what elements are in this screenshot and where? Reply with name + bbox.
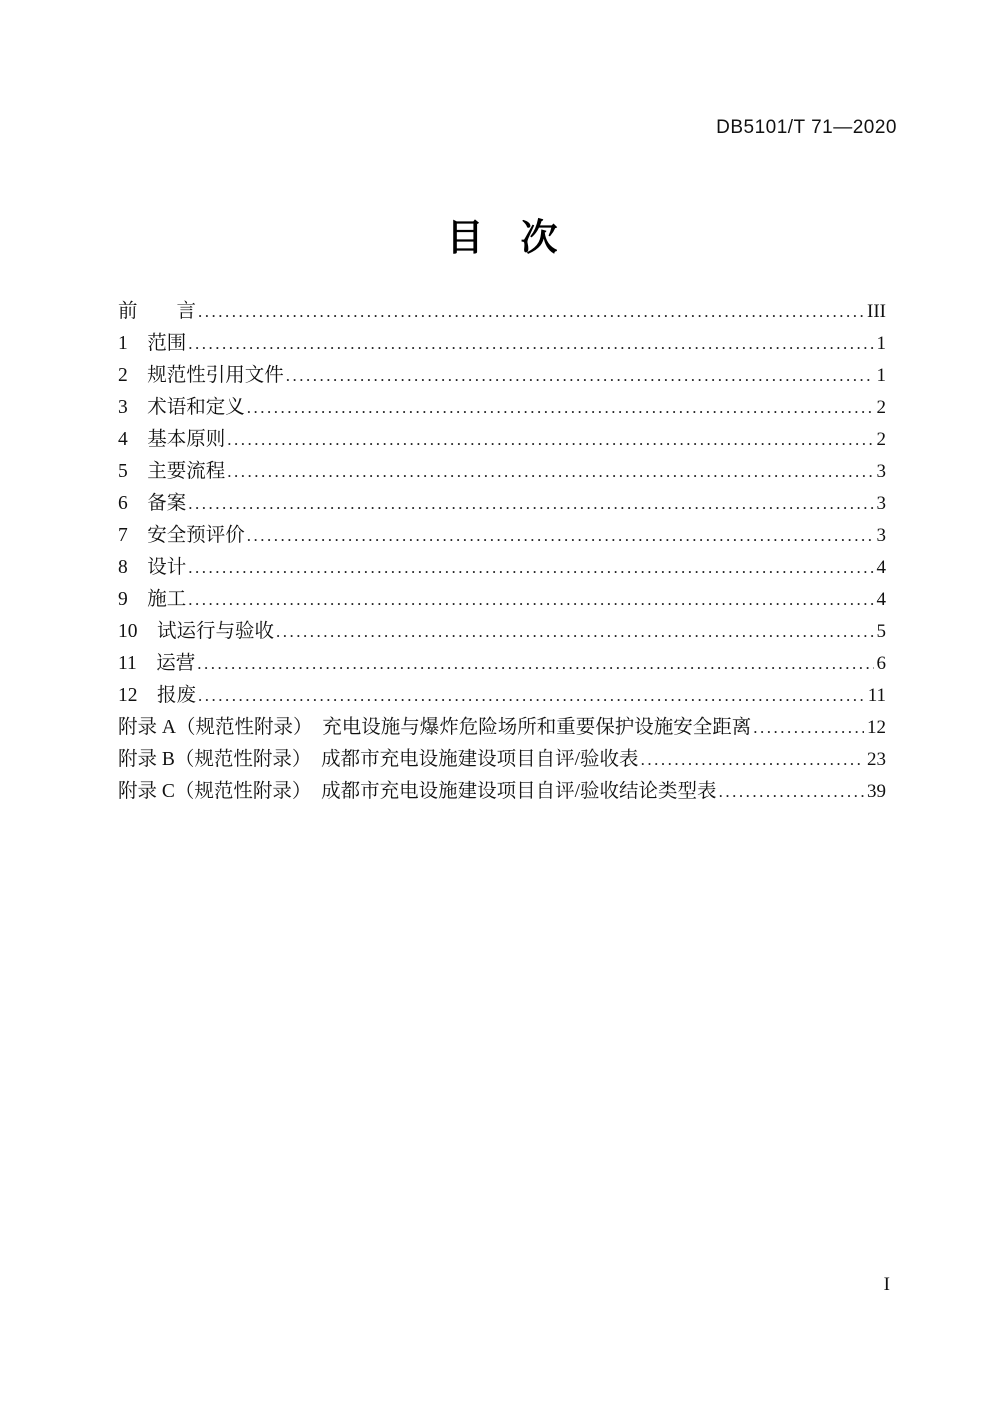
- toc-dot-leader: [641, 744, 864, 776]
- toc-entry-page-number: 4: [876, 589, 886, 610]
- toc-entry-label: 7 安全预评价: [118, 525, 245, 546]
- toc-dot-leader: [247, 520, 874, 552]
- toc-entry-page-number: 5: [876, 621, 886, 642]
- toc-entry-label: 附录 C（规范性附录） 成都市充电设施建设项目自评/验收结论类型表: [118, 781, 717, 802]
- toc-row: [118, 744, 886, 776]
- toc-dot-leader: [188, 584, 873, 616]
- toc-dot-leader: [286, 360, 874, 392]
- toc-dot-leader: [753, 712, 864, 744]
- table-of-contents: [118, 296, 886, 808]
- page-title: 目 次: [446, 217, 558, 258]
- toc-dot-leader: [188, 488, 873, 520]
- toc-dot-leader: [198, 680, 865, 712]
- toc-row: [118, 456, 886, 488]
- toc-entry-label: 附录 B（规范性附录） 成都市充电设施建设项目自评/验收表: [118, 749, 639, 770]
- doc-number: DB5101/T 71—2020: [716, 117, 897, 138]
- toc-entry-page-number: 2: [876, 397, 886, 418]
- toc-entry-label: 2 规范性引用文件: [118, 365, 284, 386]
- toc-row: [118, 680, 886, 712]
- toc-row: [118, 776, 886, 808]
- toc-entry-page-number: 39: [867, 781, 886, 802]
- toc-entry-label: 5 主要流程: [118, 461, 226, 482]
- toc-entry-page-number: 3: [876, 461, 886, 482]
- toc-row: [118, 424, 886, 456]
- toc-entry-label: 6 备案: [118, 493, 187, 514]
- toc-row: [118, 584, 886, 616]
- toc-entry-label: 4 基本原则: [118, 429, 226, 450]
- toc-entry-page-number: 12: [867, 717, 886, 738]
- toc-dot-leader: [198, 296, 864, 328]
- toc-dot-leader: [188, 552, 873, 584]
- toc-entry-label: 12 报废: [118, 685, 197, 706]
- toc-entry-page-number: 1: [876, 365, 886, 386]
- toc-entry-page-number: 1: [876, 333, 886, 354]
- toc-entry-label: 前 言: [118, 301, 197, 322]
- toc-dot-leader: [197, 648, 873, 680]
- footer-page-number: I: [883, 1274, 890, 1295]
- toc-dot-leader: [227, 456, 873, 488]
- toc-row: [118, 360, 886, 392]
- toc-entry-label: 11 运营: [118, 653, 196, 674]
- toc-entry-label: 9 施工: [118, 589, 187, 610]
- toc-entry-page-number: III: [867, 301, 886, 322]
- toc-row: [118, 296, 886, 328]
- toc-entry-label: 8 设计: [118, 557, 187, 578]
- toc-entry-page-number: 4: [876, 557, 886, 578]
- toc-entry-page-number: 2: [876, 429, 886, 450]
- toc-entry-label: 附录 A（规范性附录） 充电设施与爆炸危险场所和重要保护设施安全距离: [118, 717, 752, 738]
- toc-dot-leader: [719, 776, 864, 808]
- toc-entry-page-number: 6: [876, 653, 886, 674]
- toc-entry-label: 3 术语和定义: [118, 397, 245, 418]
- toc-row: [118, 552, 886, 584]
- toc-entry-page-number: 3: [876, 525, 886, 546]
- toc-dot-leader: [188, 328, 873, 360]
- toc-entry-page-number: 3: [876, 493, 886, 514]
- toc-entry-page-number: 23: [867, 749, 886, 770]
- toc-entry-page-number: 11: [867, 685, 886, 706]
- toc-row: [118, 616, 886, 648]
- toc-row: [118, 712, 886, 744]
- toc-row: [118, 648, 886, 680]
- toc-dot-leader: [247, 392, 874, 424]
- toc-dot-leader: [227, 424, 873, 456]
- toc-row: [118, 328, 886, 360]
- toc-row: [118, 488, 886, 520]
- toc-entry-label: 10 试运行与验收: [118, 621, 275, 642]
- toc-entry-label: 1 范围: [118, 333, 187, 354]
- toc-dot-leader: [276, 616, 873, 648]
- toc-row: [118, 520, 886, 552]
- toc-row: [118, 392, 886, 424]
